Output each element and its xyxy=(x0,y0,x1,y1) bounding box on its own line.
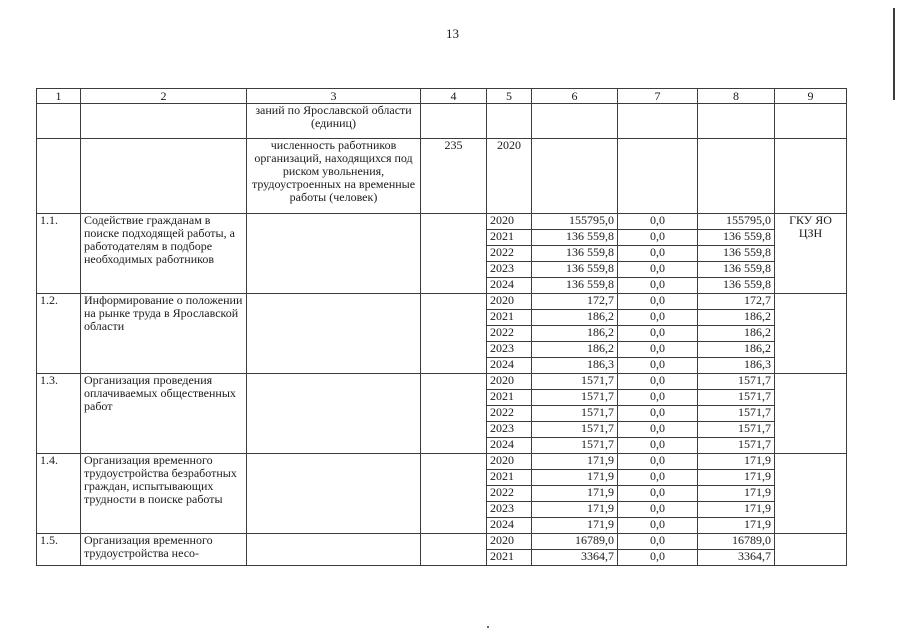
empty-cell xyxy=(421,374,487,454)
year-cell: 2021 xyxy=(487,310,532,326)
amount-cell: 0,0 xyxy=(618,454,698,470)
activity-number: 1.1. xyxy=(37,214,81,294)
empty-cell xyxy=(618,104,698,139)
column-header: 4 xyxy=(421,89,487,104)
amount-cell: 0,0 xyxy=(618,390,698,406)
amount-cell: 0,0 xyxy=(618,406,698,422)
column-header: 6 xyxy=(532,89,618,104)
page-edge-mark xyxy=(893,8,895,100)
activity-name: Информирование о положении на рынке труда в Ярославской области xyxy=(81,294,247,374)
total-amount-cell: 186,2 xyxy=(532,310,618,326)
amount-cell: 172,7 xyxy=(698,294,775,310)
empty-cell xyxy=(247,454,421,534)
empty-cell xyxy=(247,294,421,374)
indicator-value: 235 xyxy=(421,139,487,214)
column-header: 3 xyxy=(247,89,421,104)
column-header: 1 xyxy=(37,89,81,104)
indicator-year: 2020 xyxy=(487,139,532,214)
year-cell: 2020 xyxy=(487,534,532,550)
empty-cell xyxy=(421,534,487,566)
total-amount-cell: 172,7 xyxy=(532,294,618,310)
empty-cell xyxy=(775,294,847,374)
year-cell: 2023 xyxy=(487,502,532,518)
total-amount-cell: 136 559,8 xyxy=(532,262,618,278)
total-amount-cell: 136 559,8 xyxy=(532,278,618,294)
year-cell: 2024 xyxy=(487,518,532,534)
amount-cell: 0,0 xyxy=(618,470,698,486)
year-cell: 2022 xyxy=(487,246,532,262)
empty-cell xyxy=(698,139,775,214)
year-cell: 2022 xyxy=(487,486,532,502)
year-cell: 2020 xyxy=(487,214,532,230)
year-cell: 2023 xyxy=(487,342,532,358)
activity-number: 1.4. xyxy=(37,454,81,534)
amount-cell: 0,0 xyxy=(618,550,698,566)
amount-cell: 0,0 xyxy=(618,438,698,454)
amount-cell: 1571,7 xyxy=(698,438,775,454)
total-amount-cell: 1571,7 xyxy=(532,438,618,454)
empty-cell xyxy=(775,139,847,214)
amount-cell: 171,9 xyxy=(698,518,775,534)
column-header: 9 xyxy=(775,89,847,104)
executor-cell: ГКУ ЯО ЦЗН xyxy=(775,214,847,294)
year-cell: 2021 xyxy=(487,550,532,566)
table-row xyxy=(37,294,847,310)
amount-cell: 186,3 xyxy=(698,358,775,374)
table-row xyxy=(37,454,847,470)
table-body xyxy=(37,89,847,566)
total-amount-cell: 171,9 xyxy=(532,470,618,486)
total-amount-cell: 136 559,8 xyxy=(532,230,618,246)
empty-cell xyxy=(247,214,421,294)
amount-cell: 0,0 xyxy=(618,374,698,390)
empty-cell xyxy=(532,104,618,139)
empty-cell xyxy=(421,214,487,294)
empty-cell xyxy=(618,139,698,214)
empty-cell xyxy=(698,104,775,139)
amount-cell: 155795,0 xyxy=(698,214,775,230)
amount-cell: 186,2 xyxy=(698,342,775,358)
amount-cell: 136 559,8 xyxy=(698,262,775,278)
empty-cell xyxy=(421,104,487,139)
empty-cell xyxy=(247,534,421,566)
activity-number: 1.5. xyxy=(37,534,81,566)
amount-cell: 186,2 xyxy=(698,326,775,342)
column-header: 2 xyxy=(81,89,247,104)
total-amount-cell: 16789,0 xyxy=(532,534,618,550)
total-amount-cell: 171,9 xyxy=(532,486,618,502)
activity-name: Содействие гражданам в поиске подходящей работы, а работодателям в подборе необходимых работников xyxy=(81,214,247,294)
amount-cell: 0,0 xyxy=(618,326,698,342)
empty-cell xyxy=(37,139,81,214)
amount-cell: 0,0 xyxy=(618,358,698,374)
year-cell: 2023 xyxy=(487,422,532,438)
amount-cell: 0,0 xyxy=(618,486,698,502)
amount-cell: 171,9 xyxy=(698,470,775,486)
empty-cell xyxy=(487,104,532,139)
amount-cell: 0,0 xyxy=(618,502,698,518)
amount-cell: 0,0 xyxy=(618,214,698,230)
amount-cell: 1571,7 xyxy=(698,422,775,438)
empty-cell xyxy=(247,374,421,454)
empty-cell xyxy=(532,139,618,214)
amount-cell: 171,9 xyxy=(698,454,775,470)
year-cell: 2021 xyxy=(487,390,532,406)
activity-number: 1.2. xyxy=(37,294,81,374)
year-cell: 2020 xyxy=(487,454,532,470)
activity-name: Организация временного трудоустройства безработных граждан, испытывающих трудности в поиске работы xyxy=(81,454,247,534)
year-cell: 2020 xyxy=(487,294,532,310)
empty-cell xyxy=(37,104,81,139)
activity-name: Организация проведения оплачиваемых общественных работ xyxy=(81,374,247,454)
amount-cell: 3364,7 xyxy=(698,550,775,566)
amount-cell: 136 559,8 xyxy=(698,246,775,262)
year-cell: 2020 xyxy=(487,374,532,390)
amount-cell: 0,0 xyxy=(618,342,698,358)
total-amount-cell: 186,3 xyxy=(532,358,618,374)
amount-cell: 16789,0 xyxy=(698,534,775,550)
year-cell: 2023 xyxy=(487,262,532,278)
empty-cell xyxy=(775,374,847,454)
activity-name: Организация временного трудоустройства несо- xyxy=(81,534,247,566)
table-row xyxy=(37,214,847,230)
amount-cell: 0,0 xyxy=(618,230,698,246)
empty-cell xyxy=(775,104,847,139)
table-row xyxy=(37,374,847,390)
empty-cell xyxy=(775,454,847,534)
year-cell: 2024 xyxy=(487,438,532,454)
amount-cell: 0,0 xyxy=(618,310,698,326)
total-amount-cell: 186,2 xyxy=(532,342,618,358)
amount-cell: 136 559,8 xyxy=(698,230,775,246)
total-amount-cell: 171,9 xyxy=(532,454,618,470)
year-cell: 2022 xyxy=(487,326,532,342)
year-cell: 2021 xyxy=(487,470,532,486)
empty-cell xyxy=(81,104,247,139)
empty-cell xyxy=(421,294,487,374)
year-cell: 2022 xyxy=(487,406,532,422)
empty-cell xyxy=(775,534,847,566)
program-activities-table xyxy=(36,88,847,566)
year-cell: 2024 xyxy=(487,278,532,294)
amount-cell: 0,0 xyxy=(618,534,698,550)
column-number-row xyxy=(37,89,847,104)
amount-cell: 186,2 xyxy=(698,310,775,326)
total-amount-cell: 186,2 xyxy=(532,326,618,342)
indicator-row xyxy=(37,139,847,214)
empty-cell xyxy=(81,139,247,214)
amount-cell: 1571,7 xyxy=(698,390,775,406)
empty-cell xyxy=(421,454,487,534)
total-amount-cell: 136 559,8 xyxy=(532,246,618,262)
amount-cell: 0,0 xyxy=(618,278,698,294)
year-cell: 2024 xyxy=(487,358,532,374)
column-header: 7 xyxy=(618,89,698,104)
amount-cell: 0,0 xyxy=(618,294,698,310)
amount-cell: 0,0 xyxy=(618,518,698,534)
year-cell: 2021 xyxy=(487,230,532,246)
indicator-text: численность работников организаций, находящихся под риском увольнения, трудоустроенных на временные работы (человек) xyxy=(247,139,421,214)
amount-cell: 0,0 xyxy=(618,262,698,278)
amount-cell: 171,9 xyxy=(698,502,775,518)
table-row xyxy=(37,534,847,550)
total-amount-cell: 171,9 xyxy=(532,518,618,534)
total-amount-cell: 3364,7 xyxy=(532,550,618,566)
continuation-row xyxy=(37,104,847,139)
amount-cell: 0,0 xyxy=(618,422,698,438)
amount-cell: 0,0 xyxy=(618,246,698,262)
total-amount-cell: 155795,0 xyxy=(532,214,618,230)
total-amount-cell: 1571,7 xyxy=(532,422,618,438)
scan-speck xyxy=(487,626,489,628)
activity-number: 1.3. xyxy=(37,374,81,454)
total-amount-cell: 1571,7 xyxy=(532,406,618,422)
total-amount-cell: 1571,7 xyxy=(532,390,618,406)
page-number: 13 xyxy=(446,26,459,41)
column-header: 5 xyxy=(487,89,532,104)
amount-cell: 136 559,8 xyxy=(698,278,775,294)
total-amount-cell: 1571,7 xyxy=(532,374,618,390)
amount-cell: 171,9 xyxy=(698,486,775,502)
amount-cell: 1571,7 xyxy=(698,406,775,422)
total-amount-cell: 171,9 xyxy=(532,502,618,518)
column-header: 8 xyxy=(698,89,775,104)
amount-cell: 1571,7 xyxy=(698,374,775,390)
indicator-text: заний по Ярославской области (единиц) xyxy=(247,104,421,139)
